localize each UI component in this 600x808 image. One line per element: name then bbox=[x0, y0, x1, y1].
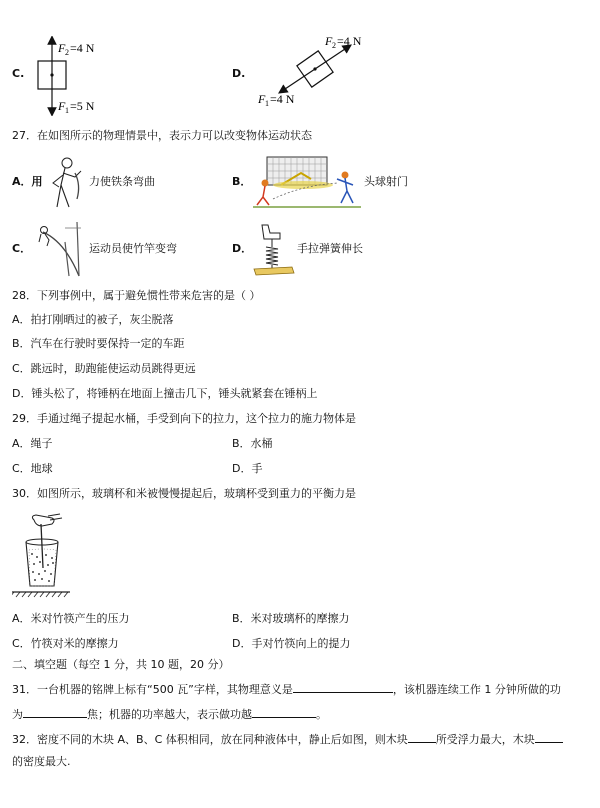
q26-d-force-diagram bbox=[255, 32, 370, 110]
q26-d-f2-value: =4 N bbox=[337, 34, 362, 48]
q31-text-5: 。 bbox=[316, 708, 327, 721]
q32-text-1: 32．密度不同的木块 A、B、C 体积相同，放在同种液体中，静止后如图，则木块 bbox=[12, 733, 408, 746]
q30-option-d: D．手对竹筷向上的提力 bbox=[232, 637, 351, 650]
q30-option-c: C．竹筷对米的摩擦力 bbox=[12, 637, 119, 650]
q30-glass-rice-chopstick-image bbox=[12, 512, 72, 598]
q26-d-f2-symbol: F bbox=[325, 34, 333, 48]
q31-line-2 bbox=[12, 706, 327, 722]
q26-c-f1-symbol: F bbox=[58, 99, 66, 113]
q27-option-d-text: 手拉弹簧伸长 bbox=[297, 242, 363, 255]
q31-blank-2[interactable] bbox=[23, 706, 87, 718]
q26-option-c-label: C. bbox=[12, 67, 25, 80]
q27-stem: 27．在如图所示的物理情景中，表示力可以改变物体运动状态 bbox=[12, 129, 312, 142]
q27-option-c-text: 运动员使竹竿变弯 bbox=[89, 242, 177, 255]
q30-option-a: A．米对竹筷产生的压力 bbox=[12, 612, 130, 625]
q31-text-4: 焦；机器的功率越大，表示做功越 bbox=[87, 708, 252, 721]
q26-c-f1-value: =5 N bbox=[70, 99, 95, 113]
q29-option-a: A．绳子 bbox=[12, 437, 53, 450]
q27-option-d-label: D． bbox=[232, 242, 253, 255]
q26-c-f2-sub: 2 bbox=[65, 48, 69, 57]
q26-d-f2-sub: 2 bbox=[332, 41, 336, 50]
q29-option-b: B．水桶 bbox=[232, 437, 273, 450]
q26-c-f1-sub: 1 bbox=[65, 106, 69, 115]
q26-c-force-diagram bbox=[30, 36, 120, 116]
q27-c-pole-vault-image bbox=[35, 220, 85, 278]
q29-option-c: C．地球 bbox=[12, 462, 53, 475]
q27-d-hand-spring-image bbox=[252, 223, 296, 277]
section-2-title: 二、填空题（每空 1 分，共 10 题，20 分） bbox=[12, 658, 230, 671]
q31-text-3: 为 bbox=[12, 708, 23, 721]
q26-c-f2-value: =4 N bbox=[70, 41, 95, 55]
q26-d-arrow-downleft bbox=[282, 69, 315, 91]
q27-option-a-label: A．用 bbox=[12, 175, 43, 188]
q31-text-1: 31．一台机器的铭牌上标有“500 瓦”字样，其物理意义是 bbox=[12, 683, 293, 696]
q26-d-f1-symbol: F bbox=[258, 92, 266, 106]
q26-c-f2-symbol: F bbox=[58, 41, 66, 55]
q31-line-1 bbox=[12, 681, 561, 697]
q26-d-arrow-upright bbox=[315, 47, 348, 69]
q28-option-c: C．跳远时，助跑能使运动员跳得更远 bbox=[12, 362, 196, 375]
q30-stem: 30．如图所示，玻璃杯和米被慢慢提起后，玻璃杯受到重力的平衡力是 bbox=[12, 487, 356, 500]
q27-option-c-label: C． bbox=[12, 242, 32, 255]
q26-d-f1-value: =4 N bbox=[270, 92, 295, 106]
q29-option-d: D．手 bbox=[232, 462, 263, 475]
q28-option-d: D．锤头松了，将锤柄在地面上撞击几下，锤头就紧套在锤柄上 bbox=[12, 387, 318, 400]
q29-stem: 29．手通过绳子提起水桶，手受到向下的拉力，这个拉力的施力物体是 bbox=[12, 412, 356, 425]
q26-option-d-label: D. bbox=[232, 67, 246, 80]
q27-option-a-text: 力使铁条弯曲 bbox=[89, 175, 155, 188]
q31-blank-1[interactable] bbox=[293, 681, 393, 693]
q32-blank-2[interactable] bbox=[535, 731, 563, 743]
q31-blank-3[interactable] bbox=[252, 706, 316, 718]
q28-stem: 28．下列事例中，属于避免惯性带来危害的是（ ） bbox=[12, 289, 261, 302]
q30-option-b: B．米对玻璃杯的摩擦力 bbox=[232, 612, 350, 625]
q28-option-a: A．拍打刚晒过的被子，灰尘脱落 bbox=[12, 313, 174, 326]
q32-line-2: 的密度最大. bbox=[12, 755, 71, 768]
q27-a-person-bending-iron-image bbox=[45, 155, 87, 211]
q27-option-b-label: B． bbox=[232, 175, 252, 188]
q32-line-1 bbox=[12, 731, 563, 747]
q28-option-b: B．汽车在行驶时要保持一定的车距 bbox=[12, 337, 185, 350]
q27-b-header-goal-image bbox=[253, 155, 361, 209]
q27-option-b-text: 头球射门 bbox=[364, 175, 408, 188]
q32-blank-1[interactable] bbox=[408, 731, 436, 743]
q31-text-2: ，该机器连续工作 1 分钟所做的功 bbox=[392, 683, 561, 696]
q26-d-f1-sub: 1 bbox=[265, 99, 269, 108]
q32-text-2: 所受浮力最大，木块 bbox=[435, 733, 535, 746]
